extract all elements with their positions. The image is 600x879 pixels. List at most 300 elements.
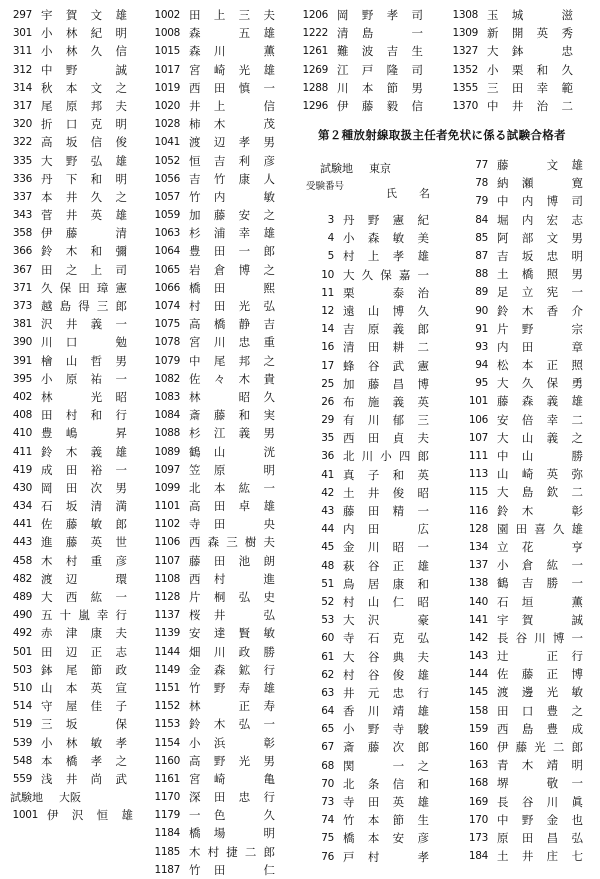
name-char: 田 — [41, 262, 53, 277]
name-char: 津 — [65, 626, 78, 641]
name-char: 坂 — [65, 499, 78, 514]
list-item — [448, 502, 590, 520]
name-char: 田 — [521, 830, 534, 845]
name-char: 森 — [207, 535, 220, 550]
person-name — [189, 206, 275, 224]
name-char: 幸 — [546, 412, 559, 427]
exam-number: 343 — [12, 209, 32, 222]
name-char — [214, 388, 226, 406]
list-item — [448, 320, 590, 338]
name-char: 島 — [59, 299, 72, 313]
name-char — [239, 734, 251, 752]
name-char: 美 — [417, 231, 429, 246]
person-name — [497, 156, 583, 174]
name-char: 鈴 — [41, 244, 53, 259]
name-char: 藤 — [65, 517, 78, 532]
list-item — [150, 352, 292, 370]
exam-number: 60 — [321, 632, 334, 645]
name-char: 雄 — [571, 394, 583, 409]
exam-number: 1057 — [154, 190, 180, 203]
list-item — [298, 266, 440, 284]
list-item — [150, 279, 292, 297]
person-name — [189, 752, 275, 770]
name-char: 立 — [521, 285, 534, 300]
name-char — [547, 593, 559, 611]
name-char: 鶴 — [497, 576, 509, 591]
name-char: 尾 — [41, 98, 53, 113]
name-char: 二 — [571, 412, 583, 427]
name-char: 佳 — [90, 699, 103, 714]
name-char: 竹 — [189, 189, 201, 204]
name-char: 恒 — [96, 808, 109, 823]
name-char: 靖 — [392, 704, 405, 719]
list-item — [8, 588, 140, 606]
name-char: 一 — [411, 26, 423, 41]
name-char: 田 — [65, 462, 78, 477]
list-item — [8, 297, 140, 315]
exam-number: 1001 — [12, 809, 38, 822]
exam-number: 373 — [12, 300, 32, 312]
list-item — [448, 24, 590, 42]
person-name — [487, 42, 573, 60]
station-label-tokyo: 試験地 — [320, 162, 353, 176]
name-char: 谷 — [367, 558, 380, 573]
name-char: 園 — [497, 521, 509, 536]
person-name — [41, 388, 127, 406]
name-char: 中 — [497, 194, 509, 209]
name-char: 村 — [213, 571, 226, 586]
name-char: 宮 — [189, 771, 201, 786]
name-char: 内 — [213, 189, 226, 204]
name-char: 次 — [392, 740, 405, 755]
name-char: 村 — [65, 553, 78, 568]
person-name — [189, 861, 275, 879]
exam-number: 53 — [321, 614, 334, 627]
name-char: 一 — [115, 317, 127, 332]
name-char: 和 — [536, 62, 549, 77]
name-char: 田 — [367, 431, 380, 446]
list-item — [298, 829, 440, 847]
person-name — [497, 192, 583, 210]
name-char: 野 — [213, 753, 226, 768]
name-char: 雄 — [115, 153, 127, 168]
name-char: 明 — [115, 117, 127, 132]
person-name — [487, 61, 573, 79]
name-char: 寺 — [392, 722, 405, 737]
name-char: 笠 — [189, 462, 201, 477]
name-char: 鳥 — [343, 576, 355, 591]
person-name — [497, 756, 583, 774]
list-item — [448, 61, 590, 79]
exam-number: 73 — [321, 796, 334, 808]
list-item — [150, 734, 292, 752]
person-name — [497, 247, 583, 265]
name-char: 環 — [115, 571, 127, 586]
name-char — [239, 461, 251, 479]
person-name — [41, 170, 127, 188]
name-char: 文 — [90, 80, 103, 95]
name-char: 昭 — [417, 594, 429, 609]
name-char: 得 — [78, 299, 90, 313]
name-char: 洸 — [263, 444, 275, 459]
name-char: 義 — [90, 444, 103, 459]
name-char: 条 — [367, 776, 380, 791]
list-item — [298, 557, 440, 575]
name-char: 木 — [521, 303, 534, 318]
person-name — [497, 629, 583, 647]
name-char: 谷 — [521, 794, 534, 809]
name-char: 賀 — [521, 612, 534, 627]
name-char: 雄 — [263, 226, 275, 241]
list-item — [448, 411, 590, 429]
person-name — [343, 811, 429, 829]
name-char: 木 — [213, 717, 226, 732]
exam-number: 1152 — [154, 700, 180, 713]
section-heading: 第２種放射線取扱主任者免状に係る試験合格者 — [318, 128, 566, 142]
name-char: 郁 — [392, 413, 405, 428]
name-char: 沢 — [41, 317, 53, 332]
name-char: 林 — [65, 26, 78, 41]
header-exam-number: 受験番号 — [306, 181, 345, 192]
name-char: 鉢 — [41, 662, 53, 677]
person-name — [189, 734, 275, 752]
person-name — [41, 443, 127, 461]
person-name — [41, 643, 127, 661]
person-name — [497, 647, 583, 665]
list-item — [8, 461, 140, 479]
exam-number: 93 — [475, 340, 488, 353]
name-char: 勝 — [546, 576, 559, 591]
person-name — [343, 266, 429, 284]
person-name — [189, 533, 275, 551]
name-char: 口 — [65, 335, 78, 350]
name-char: 男 — [115, 480, 127, 495]
exam-number: 1261 — [302, 45, 328, 58]
exam-number: 163 — [468, 759, 488, 772]
list-item — [448, 283, 590, 301]
name-char: 紘 — [238, 480, 251, 495]
name-char — [547, 447, 559, 465]
name-char: 信 — [392, 776, 405, 791]
person-name — [343, 338, 429, 356]
person-name — [497, 683, 583, 701]
person-name — [343, 720, 429, 738]
name-char: 孝 — [90, 753, 103, 768]
exam-number: 67 — [321, 741, 334, 754]
name-char: 二 — [417, 340, 429, 355]
station-value-tokyo: 東京 — [369, 162, 391, 176]
name-char: 郎 — [263, 244, 275, 259]
list-item — [8, 242, 140, 260]
exam-number: 170 — [468, 813, 488, 826]
person-name — [497, 320, 583, 338]
exam-number: 1059 — [154, 209, 180, 222]
name-char: 杉 — [189, 426, 201, 441]
person-name — [41, 370, 127, 388]
name-char: 勝 — [263, 644, 275, 659]
person-name — [189, 479, 275, 497]
name-char: 小 — [380, 449, 392, 464]
name-char — [547, 174, 559, 192]
name-char: 村 — [189, 299, 201, 313]
name-char — [239, 115, 251, 133]
person-name — [497, 665, 583, 683]
name-char: 島 — [361, 26, 374, 41]
name-char: 野 — [361, 8, 374, 22]
name-char — [537, 6, 549, 24]
name-char: 郎 — [417, 449, 429, 464]
exam-number: 141 — [468, 613, 488, 626]
person-name — [497, 429, 583, 447]
name-char: 弘 — [263, 608, 275, 623]
name-char: 文 — [90, 8, 103, 22]
name-char: 山 — [41, 680, 53, 695]
name-char: 倉 — [213, 262, 226, 277]
list-item — [298, 702, 440, 720]
exam-number: 1296 — [302, 99, 328, 112]
list-item — [8, 370, 140, 388]
name-char: 雄 — [115, 8, 127, 22]
person-name — [189, 6, 275, 24]
name-char: 司 — [571, 194, 583, 209]
name-char: 捷 — [226, 844, 238, 859]
exam-number: 10 — [321, 268, 334, 281]
name-char: 薫 — [571, 594, 583, 609]
name-char: 木 — [521, 503, 534, 518]
person-name — [343, 793, 429, 811]
person-name — [337, 79, 423, 97]
exam-number: 77 — [475, 159, 488, 171]
name-char: 蜂 — [343, 358, 355, 373]
name-char: 郎 — [263, 844, 275, 859]
name-char: 雄 — [417, 558, 429, 573]
list-item — [8, 133, 140, 151]
list-item — [448, 356, 590, 374]
exam-number: 158 — [468, 704, 488, 717]
person-name — [41, 224, 127, 242]
name-char — [537, 42, 549, 60]
name-char: 川 — [534, 630, 546, 645]
list-item — [298, 447, 440, 465]
name-char: 文 — [546, 230, 559, 245]
column-4 — [448, 6, 590, 115]
person-name — [189, 61, 275, 79]
person-name — [343, 520, 429, 538]
list-item — [150, 679, 292, 697]
name-char: 清 — [90, 499, 103, 514]
person-name — [343, 666, 429, 684]
exam-number: 322 — [12, 136, 32, 149]
name-char: 保 — [59, 280, 72, 295]
name-char: 中 — [487, 98, 499, 113]
exam-number: 1153 — [154, 718, 180, 731]
list-item — [448, 302, 590, 320]
person-name — [487, 79, 573, 97]
exam-number: 64 — [321, 705, 334, 718]
name-char: 恒 — [189, 153, 201, 168]
name-char: 崎 — [213, 771, 226, 786]
name-char: 藤 — [213, 208, 226, 223]
list-item — [8, 624, 140, 642]
name-char — [239, 42, 251, 60]
person-name — [189, 643, 275, 661]
exam-number: 94 — [475, 359, 488, 372]
list-item — [150, 170, 292, 188]
list-item — [298, 284, 440, 302]
name-char: 明 — [571, 248, 583, 263]
list-item — [150, 752, 292, 770]
name-char: 英 — [536, 26, 549, 41]
name-char: 彰 — [571, 503, 583, 518]
col4-list — [448, 6, 590, 115]
col1-list-2 — [8, 806, 140, 824]
list-item — [298, 320, 440, 338]
name-char: 高 — [189, 317, 201, 332]
name-char: 野 — [521, 812, 534, 827]
name-char — [547, 538, 559, 556]
list-item — [298, 61, 440, 79]
name-char: 光 — [90, 389, 103, 404]
name-char: 庄 — [546, 849, 559, 864]
name-char: 西 — [189, 80, 201, 95]
name-char: 文 — [546, 158, 559, 172]
exam-number: 1088 — [154, 427, 180, 440]
name-char — [214, 24, 226, 42]
name-char: 木 — [189, 844, 201, 859]
name-char: 義 — [392, 394, 405, 409]
list-item — [298, 757, 440, 775]
name-char: 折 — [41, 117, 53, 132]
list-item — [150, 61, 292, 79]
person-name — [189, 261, 275, 279]
col5-list — [298, 211, 440, 866]
list-item — [448, 392, 590, 410]
name-char: 光 — [238, 753, 251, 768]
exam-number: 1028 — [154, 118, 180, 131]
name-char: 長 — [497, 794, 509, 809]
name-char: 三 — [417, 413, 429, 428]
exam-number: 489 — [12, 591, 32, 603]
list-item — [8, 206, 140, 224]
name-char: 之 — [263, 353, 275, 368]
name-char: 行 — [571, 649, 583, 664]
name-char: 大 — [497, 485, 509, 500]
exam-number: 3 — [327, 214, 334, 226]
list-item — [8, 606, 140, 624]
name-char: 吉 — [386, 44, 399, 59]
name-char: 雄 — [417, 704, 429, 719]
name-char: 木 — [213, 117, 226, 132]
name-char — [239, 188, 251, 206]
name-char: 村 — [343, 594, 355, 609]
name-char: 雄 — [263, 62, 275, 77]
exam-number: 441 — [12, 518, 32, 531]
name-char: 英 — [417, 467, 429, 482]
exam-number: 106 — [468, 413, 488, 426]
name-char: 孝 — [417, 849, 429, 864]
name-char: 進 — [263, 571, 275, 586]
person-name — [343, 775, 429, 793]
name-char: 志 — [571, 212, 583, 227]
name-char: 本 — [367, 831, 380, 846]
name-char: 義 — [392, 322, 405, 337]
name-char: 英 — [90, 208, 103, 223]
name-char: 博 — [552, 630, 565, 645]
name-char: 弘 — [571, 830, 583, 845]
name-char: 木 — [65, 244, 78, 259]
exam-number: 144 — [468, 668, 488, 681]
name-char: 三 — [96, 299, 109, 313]
person-name — [343, 302, 429, 320]
person-name — [189, 42, 275, 60]
list-item — [448, 756, 590, 774]
name-char: 菅 — [41, 208, 53, 223]
exam-number: 115 — [468, 486, 488, 499]
person-name — [343, 211, 429, 229]
name-char: 浅 — [41, 771, 53, 786]
person-name — [189, 824, 275, 842]
name-char: 土 — [497, 267, 509, 282]
person-name — [41, 352, 127, 370]
name-char: 田 — [65, 480, 78, 495]
list-item — [298, 302, 440, 320]
name-char: 憲 — [392, 213, 405, 227]
name-char: 節 — [392, 813, 405, 828]
name-char: 宇 — [41, 8, 53, 22]
name-char: 西 — [189, 535, 201, 550]
list-item — [150, 261, 292, 279]
name-char: 嶋 — [65, 426, 78, 441]
name-char: 英 — [90, 680, 103, 695]
name-char: 伊 — [41, 226, 53, 241]
list-item — [448, 211, 590, 229]
name-char: 田 — [213, 280, 226, 295]
person-name — [41, 679, 127, 697]
list-item — [298, 502, 440, 520]
person-name — [487, 24, 573, 42]
name-char: 賢 — [238, 626, 251, 641]
name-char: 和 — [417, 576, 429, 591]
person-name — [497, 302, 583, 320]
name-char: 一 — [189, 808, 201, 823]
name-char: 真 — [343, 467, 355, 482]
name-char: 野 — [65, 62, 78, 77]
person-name — [189, 788, 275, 806]
exam-number: 113 — [468, 468, 488, 481]
name-char: 藤 — [497, 394, 509, 409]
name-char: 田 — [367, 522, 380, 537]
exam-number: 1222 — [302, 27, 328, 40]
person-name — [189, 24, 275, 42]
name-char: 隆 — [386, 62, 399, 77]
list-item — [150, 206, 292, 224]
name-char: 倉 — [521, 558, 534, 573]
exam-number: 371 — [12, 281, 32, 294]
list-item — [8, 443, 140, 461]
name-char — [522, 156, 534, 174]
exam-number: 173 — [468, 831, 488, 844]
name-char: 久 — [552, 521, 565, 536]
name-char: 幸 — [536, 80, 549, 95]
exam-number: 548 — [12, 754, 32, 767]
exam-number: 1066 — [154, 281, 180, 294]
list-item — [448, 520, 590, 538]
list-item — [298, 738, 440, 756]
station-label: 試験地 — [10, 791, 43, 805]
exam-number: 510 — [12, 681, 32, 694]
name-char: 松 — [497, 358, 509, 373]
name-char: 立 — [497, 539, 509, 554]
